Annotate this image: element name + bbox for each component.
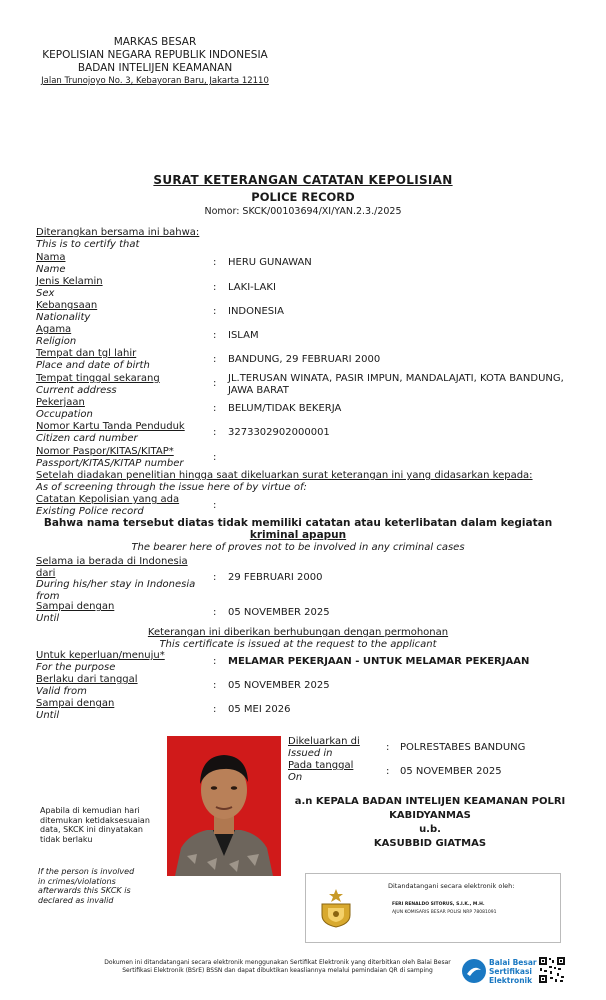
intro-en: This is to certify that	[36, 238, 140, 250]
esign-label: Ditandatangani secara elektronik oleh:	[388, 882, 515, 890]
colon: :	[386, 742, 390, 753]
qr-code-icon[interactable]	[538, 956, 566, 984]
field-value-purpose: MELAMAR PEKERJAAN - UNTUK MELAMAR PEKERJAAN	[228, 656, 530, 667]
bsre-logo-text: Balai Besar Sertifikasi Elektronik	[489, 958, 537, 985]
field-value-occupation: BELUM/TIDAK BEKERJA	[228, 403, 342, 414]
colon: :	[213, 282, 217, 293]
header-line1: MARKAS BESAR	[113, 36, 197, 48]
colon: :	[213, 452, 217, 463]
field-label-name: Nama Name	[36, 252, 66, 275]
field-label-purpose: Untuk keperluan/menuju* For the purpose	[36, 650, 165, 673]
esign-rank: AJUN KOMISARIS BESAR POLISI NRP 78081091	[392, 910, 497, 915]
field-label-police-record: Catatan Kepolisian yang ada Existing Police record	[36, 494, 180, 517]
colon: :	[213, 500, 217, 511]
field-value-valid-from: 05 NOVEMBER 2025	[228, 680, 330, 691]
signatory-line4: KASUBBID GIATMAS	[373, 838, 487, 849]
field-label-occupation: Pekerjaan Occupation	[36, 397, 93, 420]
signatory-line3: u.b.	[419, 824, 441, 835]
document-title: SURAT KETERANGAN CATATAN KEPOLISIAN	[153, 173, 453, 187]
field-value-nationality: INDONESIA	[228, 306, 284, 317]
colon: :	[213, 403, 217, 414]
field-value-address: JL.TERUSAN WINATA, PASIR IMPUN, MANDALAJATI, KOTA BANDUNG, JAWA BARAT	[228, 373, 564, 396]
field-label-during: Selama ia berada di Indonesia dari During his/her stay in Indonesia from	[36, 556, 196, 602]
field-label-id-card: Nomor Kartu Tanda Penduduk Citizen card number	[36, 421, 185, 444]
colon: :	[213, 680, 217, 691]
field-value-name: HERU GUNAWAN	[228, 257, 312, 268]
issued-on-value: 05 NOVEMBER 2025	[400, 766, 502, 777]
signatory-line2: KABIDYANMAS	[389, 810, 471, 821]
field-value-sex: LAKI-LAKI	[228, 282, 276, 293]
field-value-until: 05 NOVEMBER 2025	[228, 607, 330, 618]
field-value-birth: BANDUNG, 29 FEBRUARI 2000	[228, 354, 381, 365]
field-label-valid-from: Berlaku dari tanggal Valid from	[36, 674, 138, 697]
issued-in-label: Dikeluarkan di Issued in	[288, 736, 360, 759]
header-address: Jalan Trunojoyo No. 3, Kebayoran Baru, Jakarta 12110	[41, 76, 269, 86]
field-label-birth: Tempat dan tgl lahir Place and date of birth	[36, 348, 150, 371]
colon: :	[386, 766, 390, 777]
field-label-religion: Agama Religion	[36, 324, 77, 347]
field-label-address: Tempat tinggal sekarang Current address	[36, 373, 160, 396]
statement: Bahwa nama tersebut diatas tidak memiliki catatan atau keterlibatan dalam kegiatan kriminal apapun	[43, 517, 553, 541]
electronic-signature-box	[305, 873, 561, 943]
field-label-nationality: Kebangsaan Nationality	[36, 300, 98, 323]
issued-on-label: Pada tanggal On	[288, 760, 354, 783]
note-id: Apabila di kemudian hari ditemukan ketidaksesuaian data, SKCK ini dinyatakan tidak berlaku	[40, 806, 150, 844]
intro-id: Diterangkan bersama ini bahwa:	[36, 227, 200, 238]
document-number: Nomor: SKCK/00103694/XI/YAN.2.3./2025	[204, 206, 402, 217]
issued-in-value: POLRESTABES BANDUNG	[400, 742, 526, 753]
intro	[36, 227, 199, 250]
bsre-logo-icon	[461, 958, 487, 984]
screening: Setelah diadakan penelitian hingga saat dikeluarkan surat keterangan ini yang didasarkan kepada: As of screening through the issue here of by virtue of:	[36, 470, 533, 493]
header-line2: KEPOLISIAN NEGARA REPUBLIK INDONESIA	[42, 49, 268, 61]
note-en: If the person is involved in crimes/violations afterwards this SKCK is declared as invalid	[38, 867, 135, 905]
portrait-image	[167, 736, 281, 876]
police-seal-icon	[318, 888, 354, 928]
colon: :	[213, 306, 217, 317]
applicant-photo	[167, 736, 281, 876]
colon: :	[213, 607, 217, 618]
colon: :	[213, 704, 217, 715]
field-label-passport: Nomor Paspor/KITAS/KITAP* Passport/KITAS/KITAP number	[36, 446, 184, 469]
signatory-block	[270, 795, 590, 851]
colon: :	[213, 656, 217, 667]
letterhead	[20, 36, 290, 88]
esign-name: FERI RENALDO SITORUS, S.I.K., M.H.	[392, 902, 485, 907]
colon: :	[213, 427, 217, 438]
field-value-id-card: 3273302902000001	[228, 427, 330, 438]
colon: :	[213, 354, 217, 365]
colon: :	[213, 257, 217, 268]
footer-text: Dokumen ini ditandatangani secara elektronik menggunakan Sertifikat Elektronik yang diterbitkan oleh Balai Besar Sertifikasi Elektronik (BSrE) BSSN dan dapat dibuktikan keasliannya melalui pemindaian QR di samping	[104, 959, 451, 974]
request: Keterangan ini diberikan berhubungan dengan permohonan This certificate is issued at the request to the applicant	[147, 627, 449, 650]
field-label-sex: Jenis Kelamin Sex	[36, 276, 103, 299]
document-title-en: POLICE RECORD	[251, 190, 355, 204]
header-line3: BADAN INTELIJEN KEAMANAN	[77, 62, 233, 74]
colon: :	[213, 378, 217, 389]
colon: :	[213, 330, 217, 341]
field-label-until: Sampai dengan Until	[36, 601, 115, 624]
statement-en: The bearer here of proves not to be involved in any criminal cases	[131, 542, 465, 553]
field-value-religion: ISLAM	[228, 330, 259, 341]
field-value-valid-until: 05 MEI 2026	[228, 704, 291, 715]
field-label-valid-until: Sampai dengan Until	[36, 698, 115, 721]
field-value-during: 29 FEBRUARI 2000	[228, 572, 323, 583]
colon: :	[213, 572, 217, 583]
signatory-line1: a.n KEPALA BADAN INTELIJEN KEAMANAN POLRI	[294, 796, 566, 807]
